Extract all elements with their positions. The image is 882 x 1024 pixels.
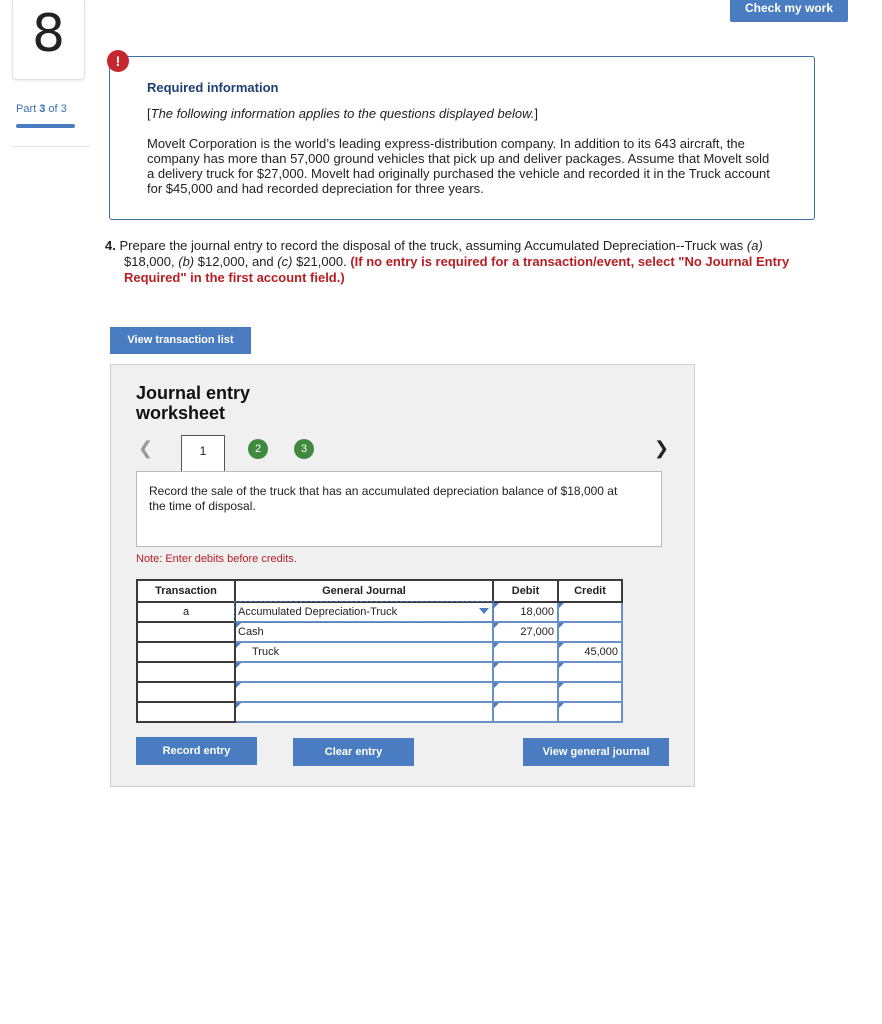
cell-marker-icon [559,603,564,608]
part-of: of [48,103,58,115]
view-general-journal-button[interactable]: View general journal [523,738,669,766]
cell-marker-icon [236,643,241,648]
cell-marker-icon [236,623,241,628]
cell-marker-icon [559,623,564,628]
required-info-title: Required information [147,80,279,95]
account-select[interactable] [235,622,493,642]
header-credit: Credit [558,580,622,602]
case-b-value: $12,000, and [197,254,274,269]
question-instruction: (If no entry is required for a transaction/event, select "No Journal Entry Required" in the first account field.) [124,254,790,285]
case-c-label: (c) [277,254,293,269]
check-my-work-button[interactable]: Check my work [730,0,848,22]
table-row [137,682,622,702]
debit-input[interactable] [493,642,558,662]
chevron-down-icon[interactable] [479,608,489,614]
worksheet-title: Journal entry worksheet [136,383,251,423]
debit-input[interactable] [493,662,558,682]
debit-input[interactable] [493,602,558,622]
credit-input[interactable] [558,682,622,702]
chevron-left-icon[interactable]: ❮ [138,438,154,458]
part-indicator [16,103,67,115]
case-a-label: (a) [746,238,763,253]
account-name: Cash [238,626,264,638]
table-row [137,662,622,682]
cell-marker-icon [494,623,499,628]
transaction-cell: a [137,602,235,622]
question-text [105,238,817,286]
tab-2[interactable]: 2 [248,439,268,459]
question-number-label: 4. [105,238,116,253]
journal-entry-worksheet [110,364,695,787]
alert-icon: ! [107,50,129,72]
cell-marker-icon [236,663,241,668]
debit-input[interactable] [493,622,558,642]
table-header-row [137,580,622,602]
required-info-box [109,56,815,220]
account-select[interactable] [235,662,493,682]
question-number-card [12,0,85,80]
table-row [137,622,622,642]
record-entry-button[interactable]: Record entry [136,737,257,765]
transaction-cell [137,642,235,662]
debit-credit-note: Note: Enter debits before credits. [136,553,297,565]
cell-marker-icon [236,683,241,688]
credit-input[interactable] [558,642,622,662]
cell-marker-icon [494,683,499,688]
account-select[interactable] [235,702,493,722]
part-progress-bar [16,124,75,128]
header-general-journal: General Journal [235,580,493,602]
chevron-right-icon[interactable]: ❯ [654,438,670,458]
transaction-cell [137,702,235,722]
question-number: 8 [31,4,66,64]
tab-3[interactable]: 3 [294,439,314,459]
journal-table [136,579,623,723]
question-prompt: Prepare the journal entry to record the disposal of the truck, assuming Accumulated Depreciation--Truck was [119,238,744,253]
account-name: Accumulated Depreciation-Truck [238,606,398,618]
case-a-value: $18,000, [124,254,175,269]
transaction-cell [137,682,235,702]
divider [12,146,90,147]
credit-input[interactable] [558,622,622,642]
subtitle-text: The following information applies to the questions displayed below. [150,106,535,121]
credit-value: 45,000 [584,646,618,658]
part-current: 3 [39,103,46,115]
account-select[interactable] [235,602,493,622]
debit-input[interactable] [493,682,558,702]
transaction-cell [137,662,235,682]
debit-value: 18,000 [520,606,554,618]
table-row [137,642,622,662]
cell-marker-icon [494,663,499,668]
account-select[interactable] [235,682,493,702]
debit-value: 27,000 [520,626,554,638]
header-transaction: Transaction [137,580,235,602]
account-select[interactable] [235,642,493,662]
instruction-text: Record the sale of the truck that has an accumulated depreciation balance of $18,000 at the time of disposal. [149,484,618,513]
cell-marker-icon [494,643,499,648]
header-debit: Debit [493,580,558,602]
view-transaction-list-button[interactable]: View transaction list [110,327,251,354]
transaction-cell [137,622,235,642]
tab-1[interactable]: 1 [181,435,225,471]
credit-input[interactable] [558,662,622,682]
instruction-box [136,471,662,547]
cell-marker-icon [559,703,564,708]
case-b-label: (b) [178,254,195,269]
table-row [137,702,622,722]
debit-input[interactable] [493,702,558,722]
part-word: Part [16,103,37,115]
cell-marker-icon [236,703,241,708]
part-total: 3 [60,103,67,115]
required-info-body: Movelt Corporation is the world’s leading express-distribution company. In addition to its 643 aircraft, the company has more than 57,000 ground vehicles that pick up and deliver packages. Assume that Movelt sold a delivery truck for $27,000. Movelt had originally purchased the vehicle and recorded it in the Truck account for $45,000 and had recorded depreciation for three years. [147,136,770,196]
table-row [137,602,622,622]
cell-marker-icon [494,703,499,708]
clear-entry-button[interactable]: Clear entry [293,738,414,766]
cell-marker-icon [559,643,564,648]
case-c-value: $21,000. [296,254,347,269]
cell-marker-icon [494,603,499,608]
account-name: Truck [252,646,280,658]
required-info-subtitle: [The following information applies to the questions displayed below.] [147,106,538,121]
cell-marker-icon [559,663,564,668]
credit-input[interactable] [558,602,622,622]
credit-input[interactable] [558,702,622,722]
cell-marker-icon [559,683,564,688]
